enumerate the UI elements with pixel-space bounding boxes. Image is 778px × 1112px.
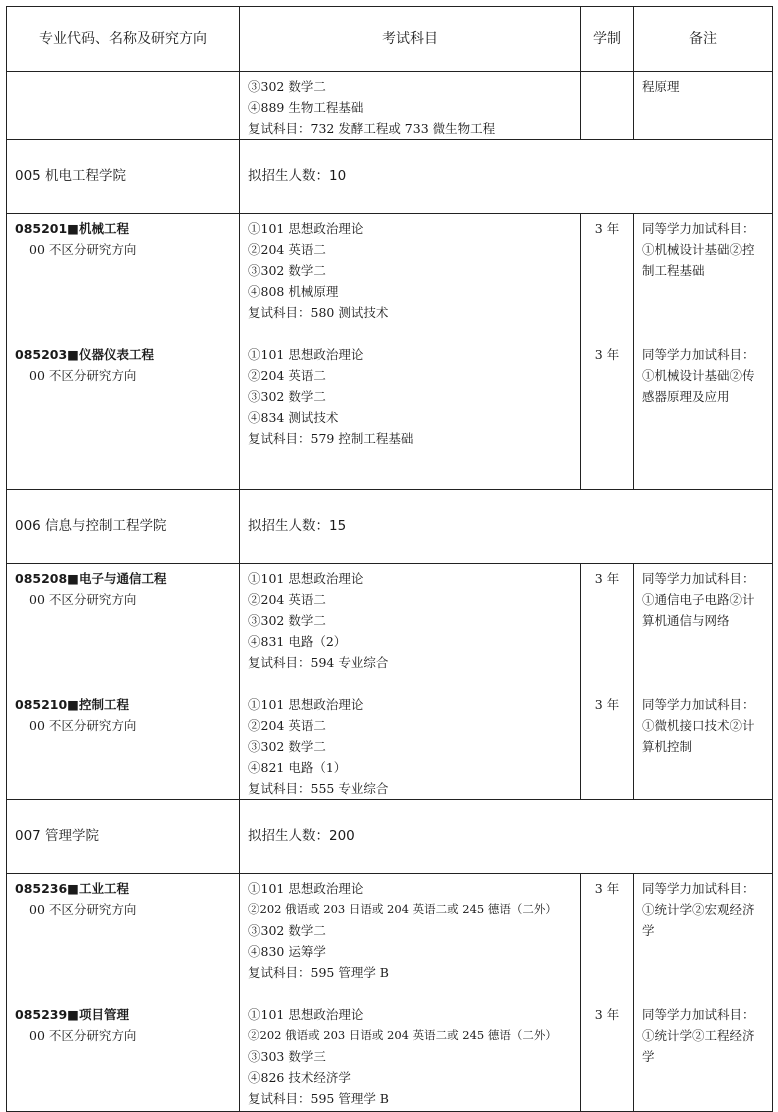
subject-line: ②204 英语二 [248, 368, 326, 383]
note-line: ①微机接口技术②计 [642, 718, 755, 733]
subject-line: ③302 数学二 [248, 263, 326, 278]
years-value: 3 年 [594, 697, 620, 712]
note-cell [634, 214, 773, 490]
subject-line: ③302 数学二 [248, 613, 326, 628]
note-cell [634, 564, 773, 800]
subject-line: ①101 思想政治理论 [248, 1007, 364, 1022]
program-row [7, 874, 773, 1112]
program-direction: 00 不区分研究方向 [29, 718, 137, 733]
subject-line: ③302 数学二 [248, 79, 326, 94]
program-direction: 00 不区分研究方向 [29, 592, 137, 607]
program-direction: 00 不区分研究方向 [29, 368, 137, 383]
subject-line: ①101 思想政治理论 [248, 881, 364, 896]
years-value: 3 年 [594, 221, 620, 236]
note-line: 同等学力加试科目： [642, 1007, 755, 1022]
subject-line: 复试科目：579 控制工程基础 [248, 431, 414, 446]
note-line: 同等学力加试科目： [642, 347, 755, 362]
program-cell [7, 214, 240, 490]
note-line: 学 [642, 923, 655, 938]
subject-line: ③302 数学二 [248, 923, 326, 938]
subject-line: 复试科目：595 管理学 B [248, 965, 389, 980]
subjects-cell [240, 874, 581, 1112]
note-line: 同等学力加试科目： [642, 881, 755, 896]
header-program: 专业代码、名称及研究方向 [7, 7, 240, 72]
admissions-table [6, 6, 773, 1112]
program-direction: 00 不区分研究方向 [29, 242, 137, 257]
college-quota: 拟招生人数：15 [240, 490, 773, 564]
years-cell [581, 874, 634, 1112]
program-code: 085201■机械工程 [15, 221, 129, 236]
note-line: 同等学力加试科目： [642, 221, 755, 236]
college-row [7, 140, 773, 214]
note-line: 同等学力加试科目： [642, 697, 755, 712]
subject-line: ④808 机械原理 [248, 284, 339, 299]
college-name: 007 管理学院 [7, 800, 240, 874]
continuation-program [7, 72, 240, 140]
note-line: 程原理 [642, 79, 680, 94]
subject-line: ④821 电路（1） [248, 760, 347, 775]
header-subjects: 考试科目 [240, 7, 581, 72]
years-value: 3 年 [594, 571, 620, 586]
continuation-row [7, 72, 773, 140]
subject-line: ④831 电路（2） [248, 634, 347, 649]
program-code: 085203■仪器仪表工程 [15, 347, 154, 362]
subject-line: ④889 生物工程基础 [248, 100, 364, 115]
college-quota: 拟招生人数：10 [240, 140, 773, 214]
program-direction: 00 不区分研究方向 [29, 1028, 137, 1043]
college-name: 006 信息与控制工程学院 [7, 490, 240, 564]
note-line: 感器原理及应用 [642, 389, 730, 404]
subjects-cell [240, 214, 581, 490]
program-code: 085208■电子与通信工程 [15, 571, 167, 586]
subject-line: 复试科目：555 专业综合 [248, 781, 389, 796]
college-row [7, 800, 773, 874]
continuation-subjects [240, 72, 581, 140]
subject-line: ③303 数学三 [248, 1049, 326, 1064]
program-code: 085239■项目管理 [15, 1007, 129, 1022]
program-cell [7, 564, 240, 800]
note-line: 制工程基础 [642, 263, 705, 278]
subject-line: ④826 技术经济学 [248, 1070, 351, 1085]
subject-line: ④834 测试技术 [248, 410, 339, 425]
subject-line: 复试科目：594 专业综合 [248, 655, 389, 670]
years-value: 3 年 [594, 347, 620, 362]
program-direction: 00 不区分研究方向 [29, 902, 137, 917]
years-cell [581, 214, 634, 490]
subject-line: ②204 英语二 [248, 242, 326, 257]
note-line: 同等学力加试科目： [642, 571, 755, 586]
subject-line: ③302 数学二 [248, 739, 326, 754]
subject-line: ②204 英语二 [248, 718, 326, 733]
program-code: 085236■工业工程 [15, 881, 129, 896]
note-line: ①机械设计基础②控 [642, 242, 755, 257]
program-row [7, 214, 773, 490]
program-code: 085210■控制工程 [15, 697, 129, 712]
college-quota: 拟招生人数：200 [240, 800, 773, 874]
note-line: ①通信电子电路②计 [642, 592, 755, 607]
note-line: ①统计学②宏观经济 [642, 902, 755, 917]
college-name: 005 机电工程学院 [7, 140, 240, 214]
subjects-cell [240, 564, 581, 800]
note-line: 算机控制 [642, 739, 693, 754]
continuation-note [634, 72, 773, 140]
subject-line: ①101 思想政治理论 [248, 347, 364, 362]
subject-line: ④830 运筹学 [248, 944, 326, 959]
note-line: 算机通信与网络 [642, 613, 730, 628]
years-value: 3 年 [594, 1007, 620, 1022]
years-cell [581, 564, 634, 800]
continuation-years [581, 72, 634, 140]
subject-line: 复试科目：580 测试技术 [248, 305, 389, 320]
header-years: 学制 [581, 7, 634, 72]
subject-line: ②204 英语二 [248, 592, 326, 607]
subject-line: 复试科目：595 管理学 B [248, 1091, 389, 1106]
subject-line: ②202 俄语或 203 日语或 204 英语二或 245 德语（二外） [248, 902, 557, 916]
college-row [7, 490, 773, 564]
header-notes: 备注 [634, 7, 773, 72]
years-value: 3 年 [594, 881, 620, 896]
note-line: ①机械设计基础②传 [642, 368, 755, 383]
program-cell [7, 874, 240, 1112]
note-line: 学 [642, 1049, 655, 1064]
subject-line: 复试科目：732 发酵工程或 733 微生物工程 [248, 121, 496, 136]
note-line: ①统计学②工程经济 [642, 1028, 755, 1043]
subject-line: ②202 俄语或 203 日语或 204 英语二或 245 德语（二外） [248, 1028, 557, 1042]
note-cell [634, 874, 773, 1112]
header-row [7, 7, 773, 72]
subject-line: ①101 思想政治理论 [248, 571, 364, 586]
subject-line: ③302 数学二 [248, 389, 326, 404]
program-row [7, 564, 773, 800]
subject-line: ①101 思想政治理论 [248, 221, 364, 236]
subject-line: ①101 思想政治理论 [248, 697, 364, 712]
